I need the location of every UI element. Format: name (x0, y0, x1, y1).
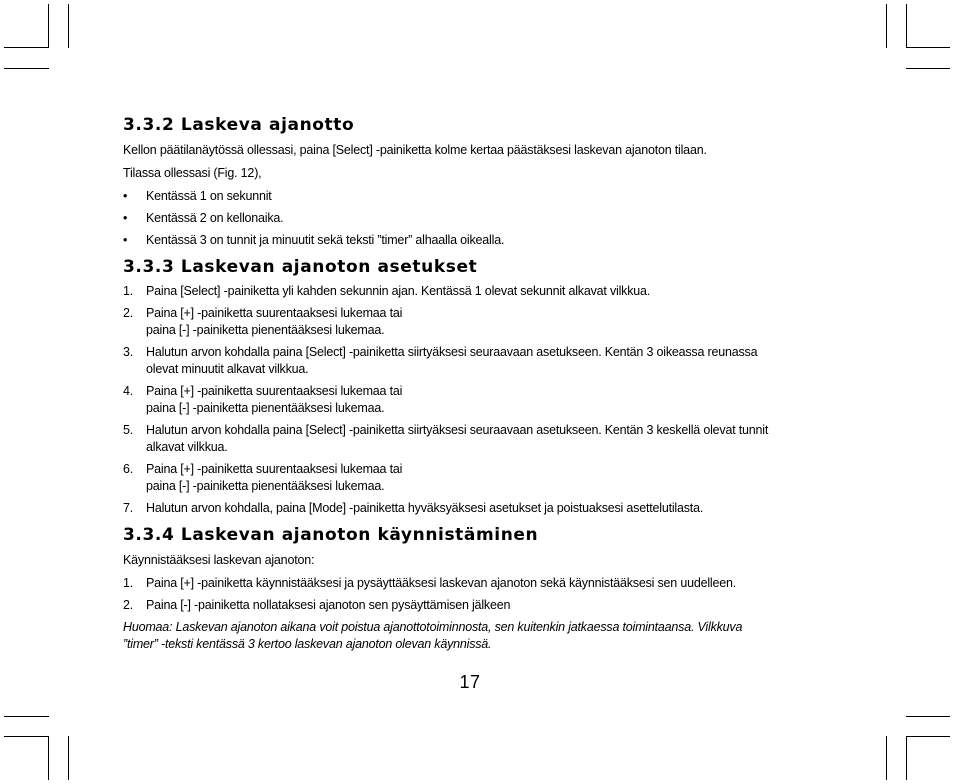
list-item (123, 232, 823, 249)
list-item (123, 210, 823, 227)
list-number: 6. (123, 462, 134, 476)
list-item (123, 575, 823, 592)
list-item (123, 283, 823, 300)
crop-mark (906, 4, 907, 48)
list-number: 7. (123, 501, 134, 515)
list-item-text: Halutun arvon kohdalla, paina [Mode] -painiketta hyväksyäksesi asetukset ja poistuaksesi asettelutilasta. (146, 501, 704, 515)
list-number: 1. (123, 284, 134, 298)
numbered-list (123, 283, 823, 517)
section-heading-334: 3.3.4 Laskevan ajanoton käynnistäminen (123, 525, 539, 545)
list-number: 2. (123, 598, 134, 612)
crop-mark (4, 716, 49, 717)
crop-mark (886, 4, 887, 48)
crop-mark (68, 736, 69, 780)
numbered-list (123, 575, 823, 614)
list-item (123, 305, 823, 339)
page-number: 17 (459, 672, 481, 692)
page-content (123, 114, 823, 653)
list-item-text: paina [-] -painiketta pienentääksesi lukemaa. (146, 323, 385, 337)
list-item-text: olevat minuutit alkavat vilkkua. (146, 362, 309, 376)
crop-mark (48, 736, 49, 780)
list-item (123, 344, 823, 378)
crop-mark (4, 68, 49, 69)
crop-mark (906, 47, 950, 48)
bullet-glyph: • (123, 211, 128, 225)
list-item-text: Kentässä 3 on tunnit ja minuutit sekä teksti ”timer” alhaalla oikealla. (146, 233, 505, 247)
note-paragraph (123, 619, 823, 653)
list-item-text: paina [-] -painiketta pienentääksesi lukemaa. (146, 479, 385, 493)
list-number: 1. (123, 576, 134, 590)
list-item-text: Paina [+] -painiketta käynnistääksesi ja pysäyttääksesi laskevan ajanoton sekä käynnistääksesi sen uudelleen. (146, 576, 737, 590)
list-item-text: Paina [-] -painiketta nollataksesi ajanoton sen pysäyttämisen jälkeen (146, 598, 511, 612)
crop-mark (906, 68, 950, 69)
list-item (123, 461, 823, 495)
bullet-glyph: • (123, 233, 128, 247)
list-item (123, 500, 823, 517)
crop-mark (68, 4, 69, 48)
list-item-text: Halutun arvon kohdalla paina [Select] -painiketta siirtyäksesi seuraavaan asetukseen. Kentän 3 oikeassa reunassa (146, 345, 758, 359)
list-number: 2. (123, 306, 134, 320)
list-item-text: Paina [+] -painiketta suurentaaksesi lukemaa tai (146, 306, 403, 320)
list-item-text: Kentässä 1 on sekunnit (146, 189, 272, 203)
crop-mark (886, 736, 887, 780)
list-item-text: Kentässä 2 on kellonaika. (146, 211, 284, 225)
list-item-text: Paina [+] -painiketta suurentaaksesi lukemaa tai (146, 462, 403, 476)
bullet-glyph: • (123, 189, 128, 203)
crop-mark (4, 736, 49, 737)
intro-paragraph: Kellon päätilanäytössä ollessasi, paina [Select] -painiketta kolme kertaa päästäksesi laskevan ajanoton tilaan. (123, 143, 707, 157)
list-item (123, 383, 823, 417)
list-item-text: paina [-] -painiketta pienentääksesi lukemaa. (146, 401, 385, 415)
list-item-text: alkavat vilkkua. (146, 440, 228, 454)
section-heading-332: 3.3.2 Laskeva ajanotto (123, 115, 355, 135)
list-item-text: Paina [Select] -painiketta yli kahden sekunnin ajan. Kentässä 1 olevat sekunnit alkavat vilkkua. (146, 284, 651, 298)
bullet-list (123, 188, 823, 249)
crop-mark (906, 736, 907, 780)
list-item (123, 597, 823, 614)
section-heading-333: 3.3.3 Laskevan ajanoton asetukset (123, 257, 478, 277)
crop-mark (906, 716, 950, 717)
list-item-text: Halutun arvon kohdalla paina [Select] -painiketta siirtyäksesi seuraavaan asetukseen. Kentän 3 keskellä olevat tunnit (146, 423, 769, 437)
note-line: Huomaa: Laskevan ajanoton aikana voit poistua ajanottotoiminnosta, sen kuitenkin jatkaessa toimintaansa. Vilkkuva (123, 620, 743, 634)
list-item-text: Paina [+] -painiketta suurentaaksesi lukemaa tai (146, 384, 403, 398)
intro-paragraph: Käynnistääksesi laskevan ajanoton: (123, 553, 315, 567)
list-number: 3. (123, 345, 134, 359)
crop-mark (906, 736, 950, 737)
crop-mark (4, 47, 49, 48)
note-line: ”timer” -teksti kentässä 3 kertoo laskevan ajanoton olevan käynnissä. (123, 637, 492, 651)
crop-mark (48, 4, 49, 48)
list-number: 4. (123, 384, 134, 398)
list-item (123, 188, 823, 205)
list-item (123, 422, 823, 456)
subintro-paragraph: Tilassa ollessasi (Fig. 12), (123, 166, 262, 180)
list-number: 5. (123, 423, 134, 437)
